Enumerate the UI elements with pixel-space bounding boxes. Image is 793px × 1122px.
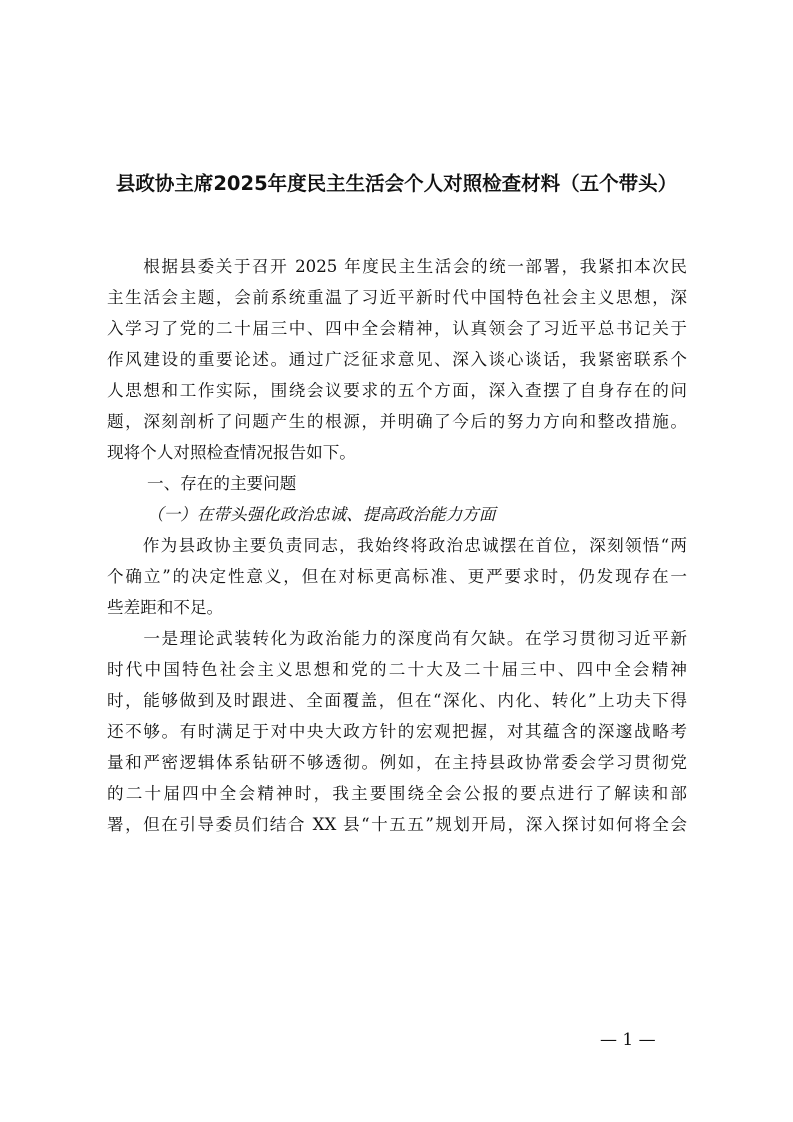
intro-line: 题，深刻剖析了问题产生的根源，并明确了今后的努力方向和整改措施。 — [107, 412, 687, 431]
paragraph-line: 时，能够做到及时跟进、全面覆盖，但在“深化、内化、转化”上功夫下得 — [107, 691, 687, 710]
paragraph-line: 量和严密逻辑体系钻研不够透彻。例如，在主持县政协常委会学习贯彻党 — [107, 753, 687, 772]
paragraph-line: 还不够。有时满足于对中央大政方针的宏观把握，对其蕴含的深邃战略考 — [107, 722, 687, 741]
paragraph-line: 个确立”的决定性意义，但在对标更高标准、更严要求时，仍发现存在一 — [107, 567, 687, 586]
paragraph-line: 署，但在引导委员们结合 XX 县“十五五”规划开局，深入探讨如何将全会 — [107, 815, 687, 834]
paragraph-line: 的二十届四中全会精神时，我主要围绕全会公报的要点进行了解读和部 — [107, 784, 687, 803]
intro-line: 作风建设的重要论述。通过广泛征求意见、深入谈心谈话，我紧密联系个 — [107, 350, 687, 369]
paragraph-line: 作为县政协主要负责同志，我始终将政治忠诚摆在首位，深刻领悟“两 — [107, 536, 687, 555]
intro-line: 入学习了党的二十届三中、四中全会精神，认真领会了习近平总书记关于 — [107, 319, 687, 338]
intro-line: 现将个人对照检查情况报告如下。 — [107, 443, 356, 462]
intro-line: 主生活会主题，会前系统重温了习近平新时代中国特色社会主义思想，深 — [107, 288, 687, 307]
intro-line: 人思想和工作实际，围绕会议要求的五个方面，深入查摆了自身存在的问 — [107, 381, 687, 400]
page-title: 县政协主席2025年度民主生活会个人对照检查材料（五个带头） — [115, 172, 678, 195]
intro-line: 根据县委关于召开 2025 年度民主生活会的统一部署，我紧扣本次民 — [107, 257, 687, 276]
paragraph-line: 一是理论武装转化为政治能力的深度尚有欠缺。在学习贯彻习近平新 — [107, 629, 687, 648]
subsection-heading: （一）在带头强化政治忠诚、提高政治能力方面 — [147, 505, 496, 524]
page-number: — 1 — — [600, 1030, 656, 1050]
document-body — [107, 251, 687, 840]
paragraph-line: 时代中国特色社会主义思想和党的二十大及二十届三中、四中全会精神 — [107, 660, 687, 679]
paragraph-line: 些差距和不足。 — [107, 598, 224, 617]
section-heading: 一、存在的主要问题 — [147, 474, 297, 493]
